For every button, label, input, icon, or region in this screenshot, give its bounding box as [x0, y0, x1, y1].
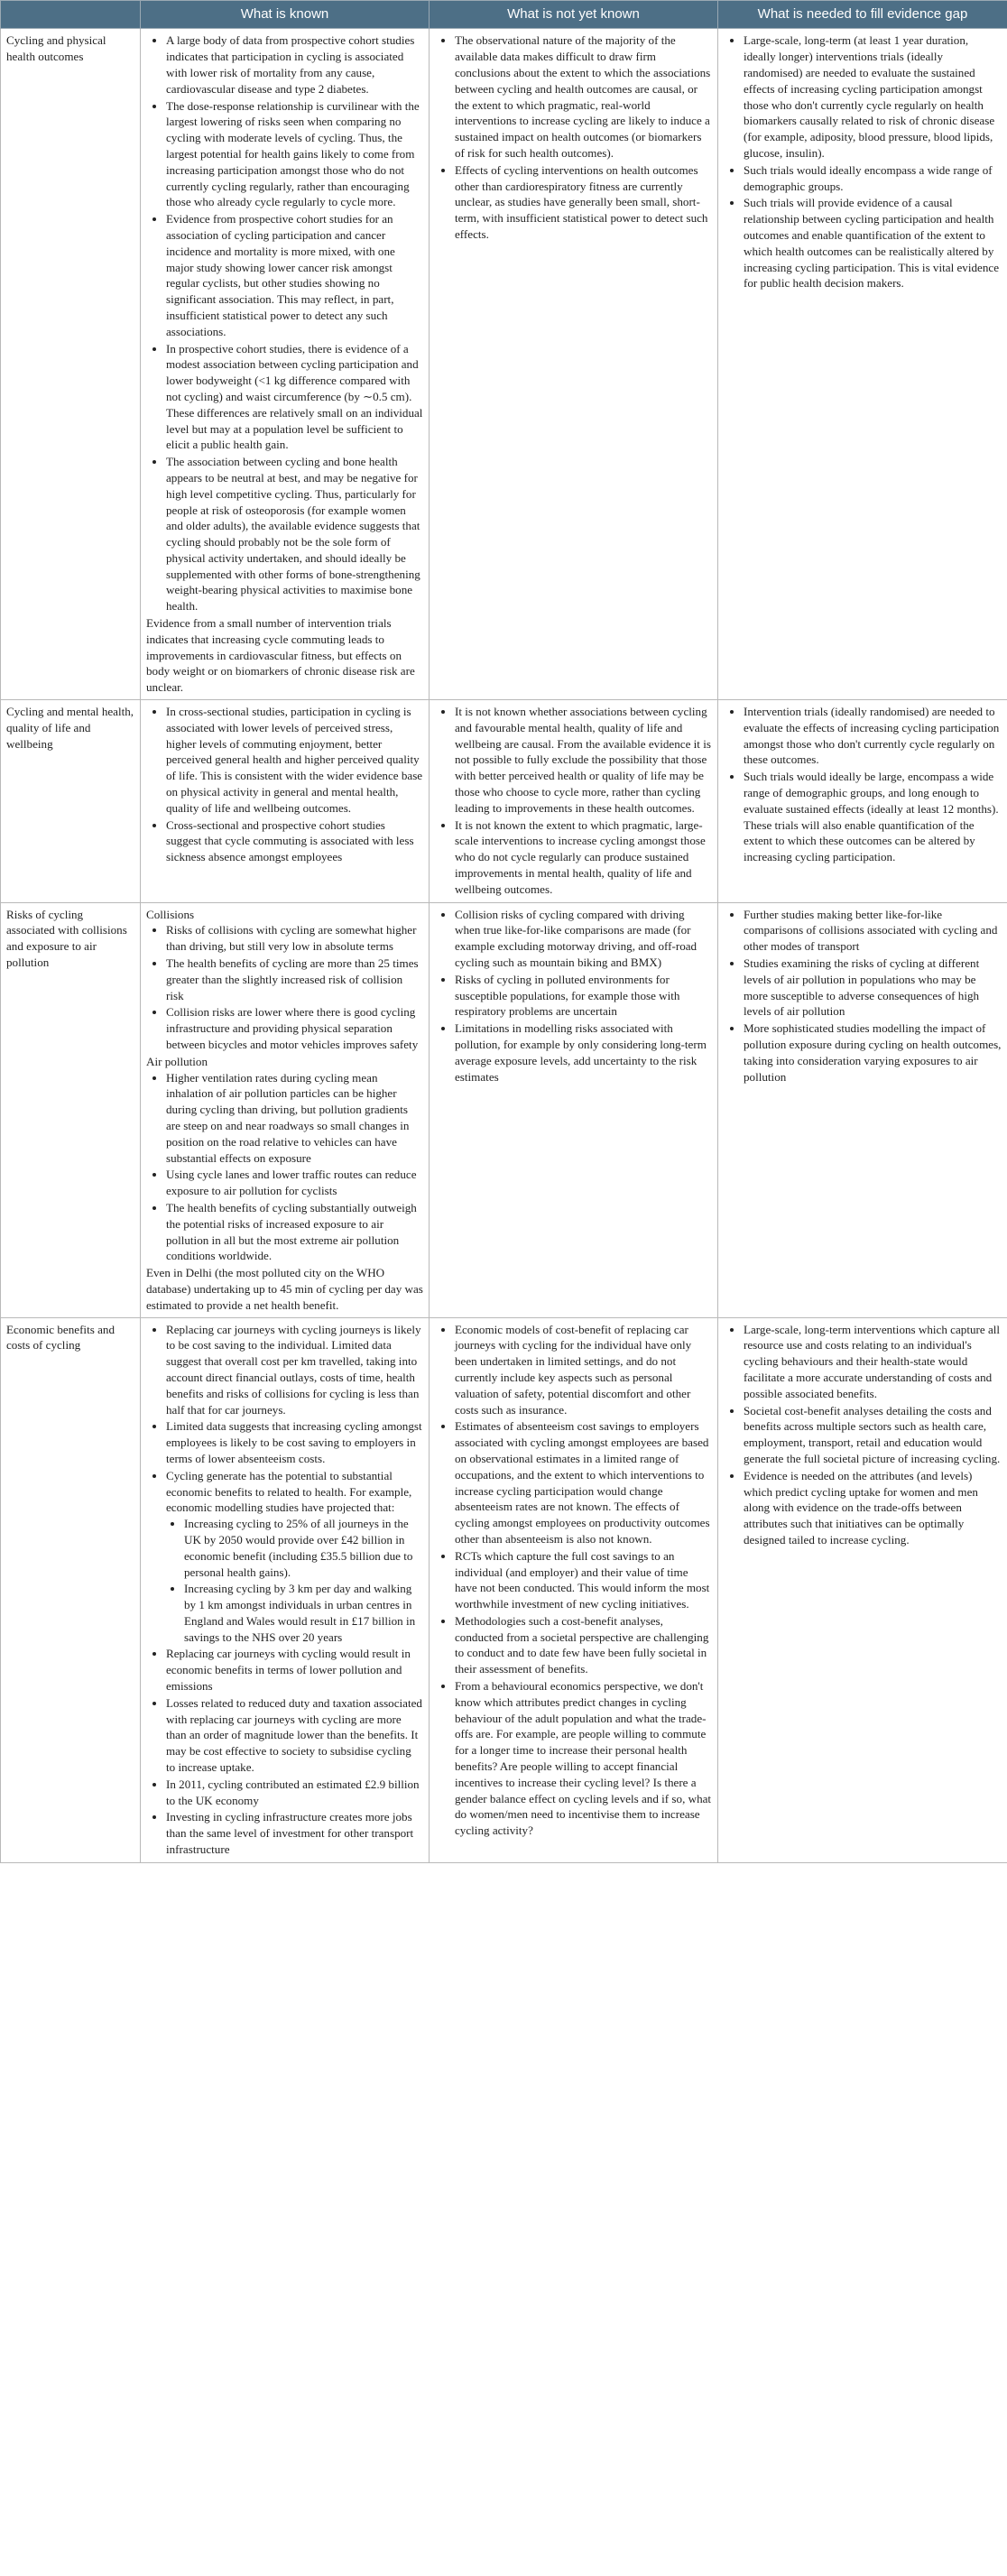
list-item: • The observational nature of the majority of the available data makes difficult to draw firm conclusions about the extent to which the associations between cycling and health outcomes are causal, or the extent to which pragmatic, real-world interventions to increase cycling are likely to induce a sustained impact on health outcomes (or biomarkers of risk for such health outcomes).	[455, 32, 712, 161]
known-list	[146, 32, 423, 614]
list-item: • Risks of collisions with cycling are somewhat higher than driving, but still very low in absolute terms	[166, 922, 423, 955]
sub-list-item: • Increasing cycling to 25% of all journeys in the UK by 2050 would provide over £42 billion in economic benefit (including £35.5 billion due to personal health gains).	[184, 1516, 423, 1580]
header-topic	[1, 1, 141, 29]
list-item: • Such trials would ideally be large, encompass a wide range of demographic groups, and long enough to evaluate sustained effects (ideally at least 12 months). These trials will also enable quantification of the extent to which these outcomes can be altered by increasing cycling participation.	[744, 769, 1002, 865]
known-list	[146, 1322, 423, 1858]
list-item: • Collision risks of cycling compared with driving when true like-for-like comparisons are made (for example excluding motorway driving, and off-road cycling such as mountain biking and BMX)	[455, 907, 712, 971]
list-item: • The association between cycling and bone health appears to be neutral at best, and may be negative for high level competitive cycling. Thus, particularly for people at risk of osteoporosis (for example women and older adults), the available evidence suggests that cycling should probably not be the sole form of physical activity undertaken, and should ideally be supplemented with other forms of bone-strengthening weight-bearing physical activities to maximise bone health.	[166, 454, 423, 614]
not-known-cell	[430, 902, 718, 1317]
list-item: • Higher ventilation rates during cycling mean inhalation of air pollution particles can be higher during cycling than driving, but pollution gradients are steep on and near roadways so small changes in position on the road relative to vehicles can have substantial effects on exposure	[166, 1070, 423, 1167]
list-item: • Large-scale, long-term (at least 1 year duration, ideally longer) interventions trials (ideally randomised) are needed to evaluate the sustained effects of increasing cycling participation amongst those who don't currently cycle regularly on health biomarkers causally related to risk of chronic disease (for example, adiposity, blood pressure, blood lipids, glucose, insulin).	[744, 32, 1002, 161]
list-item: • Effects of cycling interventions on health outcomes other than cardiorespiratory fitness are currently unclear, as studies have generally been small, short-term, with insufficient statistical power to detect such effects.	[455, 162, 712, 243]
list-item: • In cross-sectional studies, participation in cycling is associated with lower levels of perceived stress, higher levels of commuting enjoyment, better perceived general health and higher perceived quality of life. This is consistent with the wider evidence base on physical activity in general and mental health, quality of life and wellbeing outcomes.	[166, 704, 423, 817]
list-item-text: Cycling generate has the potential to substantial economic benefits to related to health. For example, economic modelling studies have projected that:	[166, 1468, 412, 1515]
known-list	[146, 1070, 423, 1265]
list-item: • Limited data suggests that increasing cycling amongst employees is likely to be cost saving to employers in terms of lower absenteeism costs.	[166, 1418, 423, 1466]
list-item: • Using cycle lanes and lower traffic routes can reduce exposure to air pollution for cyclists	[166, 1167, 423, 1199]
list-item: • Collision risks are lower where there is good cycling infrastructure and providing physical separation between bicycles and motor vehicles improves safety	[166, 1004, 423, 1052]
row-topic: Risks of cycling associated with collisions and exposure to air pollution	[1, 902, 141, 1317]
list-item: • Replacing car journeys with cycling would result in economic benefits in terms of lower pollution and emissions	[166, 1646, 423, 1694]
list-item: • Limitations in modelling risks associated with pollution, for example by only considering long-term average exposure levels, add uncertainty to the risk estimates	[455, 1020, 712, 1085]
not-known-list	[435, 1322, 712, 1840]
list-item: • Investing in cycling infrastructure creates more jobs than the same level of investment for other transport infrastructure	[166, 1809, 423, 1857]
list-item: • Evidence from prospective cohort studies for an association of cycling participation and cancer incidence and mortality is more mixed, with one major study showing lower cancer risk amongst regular cyclists, but other studies showing no significant association. This may reflect, in part, insufficient statistical power to detect any such associations.	[166, 211, 423, 339]
list-item: • Risks of cycling in polluted environments for susceptible populations, for example those with respiratory problems are uncertain	[455, 972, 712, 1020]
table-row-economics	[1, 1317, 1007, 1862]
sub-list	[166, 1516, 423, 1645]
row-topic: Economic benefits and costs of cycling	[1, 1317, 141, 1862]
list-item: • Economic models of cost-benefit of replacing car journeys with cycling for the individual have only been undertaken in limited settings, and do not currently include key aspects such as personal valuation of safety, potential discomfort and other costs such as insurance.	[455, 1322, 712, 1418]
list-item: • Replacing car journeys with cycling journeys is likely to be cost saving to the individual. Limited data suggest that overall cost per km travelled, taking into account direct financial outlays, costs of time, health benefits and risks of collisions for cycling is less than half that for car journeys.	[166, 1322, 423, 1418]
list-item: • Intervention trials (ideally randomised) are needed to evaluate the effects of increasing cycling participation amongst those who don't currently cycle regularly on these outcomes.	[744, 704, 1002, 768]
header-what-is-needed: What is needed to fill evidence gap	[718, 1, 1007, 29]
list-item: • The health benefits of cycling substantially outweigh the potential risks of increased exposure to air pollution in all but the most extreme air pollution conditions worldwide.	[166, 1200, 423, 1264]
list-item: • In prospective cohort studies, there is evidence of a modest association between cycling participation and lower bodyweight (<1 kg difference compared with not cycling) and waist circumference (by ∼0.5 cm). These differences are relatively small on an individual level but may at a population level be sufficient to elicit a public health gain.	[166, 341, 423, 454]
list-item: • RCTs which capture the full cost savings to an individual (and employer) and their value of time have not been conducted. This would inform the most worthwhile investment of new cycling initiatives.	[455, 1548, 712, 1612]
table-row-mental-health	[1, 700, 1007, 903]
list-item: • Societal cost-benefit analyses detailing the costs and benefits across multiple sectors such as health care, employment, transport, retail and education would generate the full societal picture of increasing cycling.	[744, 1403, 1002, 1467]
not-known-list	[435, 704, 712, 898]
list-item: • In 2011, cycling contributed an estimated £2.9 billion to the UK economy	[166, 1777, 423, 1809]
known-cell	[141, 1317, 430, 1862]
needed-cell	[718, 902, 1007, 1317]
table-row-risks	[1, 902, 1007, 1317]
header-what-is-known: What is known	[141, 1, 430, 29]
list-item: • Further studies making better like-for-like comparisons of collisions associated with cycling and other modes of transport	[744, 907, 1002, 955]
list-item: • Such trials would ideally encompass a wide range of demographic groups.	[744, 162, 1002, 195]
list-item: • Studies examining the risks of cycling at different levels of air pollution in populations who may be more susceptible to adverse consequences of high levels of air pollution	[744, 956, 1002, 1020]
header-what-is-not-yet-known: What is not yet known	[430, 1, 718, 29]
section-heading-collisions: Collisions	[146, 907, 195, 921]
sub-list-item: • Increasing cycling by 3 km per day and walking by 1 km amongst individuals in urban centres in England and Wales would result in £17 billion in savings to the NHS over 20 years	[184, 1581, 423, 1645]
list-item: • It is not known whether associations between cycling and favourable mental health, quality of life and wellbeing are causal. From the available evidence it is not possible to fully exclude the possibility that those with better perceived health or quality of life may be those who choose to cycle more, rather than cycling leading to improvements in these health outcomes.	[455, 704, 712, 817]
known-trailing-text: Even in Delhi (the most polluted city on the WHO database) undertaking up to 45 min of cycling per day was estimated to provide a net health benefit.	[146, 1266, 423, 1312]
known-cell	[141, 902, 430, 1317]
needed-list	[724, 32, 1002, 291]
needed-cell	[718, 1317, 1007, 1862]
list-item: • A large body of data from prospective cohort studies indicates that participation in cycling is associated with lower risk of mortality from any cause, cardiovascular disease and type 2 diabetes.	[166, 32, 423, 97]
list-item: • From a behavioural economics perspective, we don't know which attributes predict changes in cycling behaviour of the adult population and what the trade-offs are. For example, are people willing to commute for a longer time to increase their personal health benefits? Are people willing to accept financial incentives to increase their cycling level? Is there a gender balance effect on cycling levels and if so, what do women/men need to incentivise them to increase cycling activity?	[455, 1678, 712, 1839]
list-item: • More sophisticated studies modelling the impact of pollution exposure during cycling on health outcomes, taking into consideration varying exposures to air pollution	[744, 1020, 1002, 1085]
list-item: • Cross-sectional and prospective cohort studies suggest that cycle commuting is associated with less sickness absence amongst employees	[166, 817, 423, 865]
list-item: • The health benefits of cycling are more than 25 times greater than the slightly increased risk of collision risk	[166, 956, 423, 1003]
known-list	[146, 922, 423, 1052]
needed-list	[724, 1322, 1002, 1548]
not-known-list	[435, 32, 712, 242]
known-trailing-text: Evidence from a small number of intervention trials indicates that increasing cycle commuting leads to improvements in cardiovascular fitness, but effects on body weight or on biomarkers of chronic disease risk are unclear.	[146, 616, 415, 695]
list-item: • Such trials will provide evidence of a causal relationship between cycling participation and health outcomes and enable quantification of the extent to which health outcomes can be realistically altered by increasing cycling participation. This is vital evidence for public health decision makers.	[744, 195, 1002, 291]
list-item: • Estimates of absenteeism cost savings to employers associated with cycling amongst employees are based on observational estimates in a limited range of occupations, and the extent to which interventions to increase cycling participation would change absenteeism rates are not known. The effects of cycling amongst employees on productivity outcomes other than absenteeism is also not known.	[455, 1418, 712, 1547]
known-list	[146, 704, 423, 865]
list-item: • Losses related to reduced duty and taxation associated with replacing car journeys with cycling are more than an order of magnitude lower than the benefits. It may be cost effective to society to subsidise cycling to increase uptake.	[166, 1695, 423, 1776]
not-known-list	[435, 907, 712, 1085]
list-item: • Evidence is needed on the attributes (and levels) which predict cycling uptake for women and men along with evidence on the trade-offs between attributes such that initiatives can be optimally designed tailed to increase cycling.	[744, 1468, 1002, 1548]
needed-list	[724, 907, 1002, 1085]
row-topic: Cycling and physical health outcomes	[1, 29, 141, 700]
list-item: • The dose-response relationship is curvilinear with the largest lowering of risks seen when comparing no cycling with moderate levels of cycling. Thus, the largest potential for health gains likely to come from increasing participation amongst those who do not currently cycling regularly, rather than encouraging those who already cycle regularly to cycle more.	[166, 98, 423, 211]
table-row-physical-health	[1, 29, 1007, 700]
header-row	[1, 1, 1007, 29]
list-item: • Methodologies such a cost-benefit analyses, conducted from a societal perspective are challenging to conduct and to date few have been fully societal in their assessment of benefits.	[455, 1613, 712, 1677]
not-known-cell	[430, 1317, 718, 1862]
list-item: • It is not known the extent to which pragmatic, large-scale interventions to increase cycling amongst those who do not cycle regularly can produce sustained improvements in mental health, quality of life and wellbeing outcomes.	[455, 817, 712, 898]
needed-list	[724, 704, 1002, 865]
known-cell	[141, 29, 430, 700]
list-item	[166, 1468, 423, 1646]
list-item: • Large-scale, long-term interventions which capture all resource use and costs relating to an individual's cycling behaviours and their health-state would facilitate a more accurate understanding of costs and possible associated benefits.	[744, 1322, 1002, 1402]
needed-cell	[718, 29, 1007, 700]
section-heading-air-pollution: Air pollution	[146, 1054, 208, 1068]
needed-cell	[718, 700, 1007, 903]
known-cell	[141, 700, 430, 903]
not-known-cell	[430, 700, 718, 903]
not-known-cell	[430, 29, 718, 700]
row-topic: Cycling and mental health, quality of life and wellbeing	[1, 700, 141, 903]
